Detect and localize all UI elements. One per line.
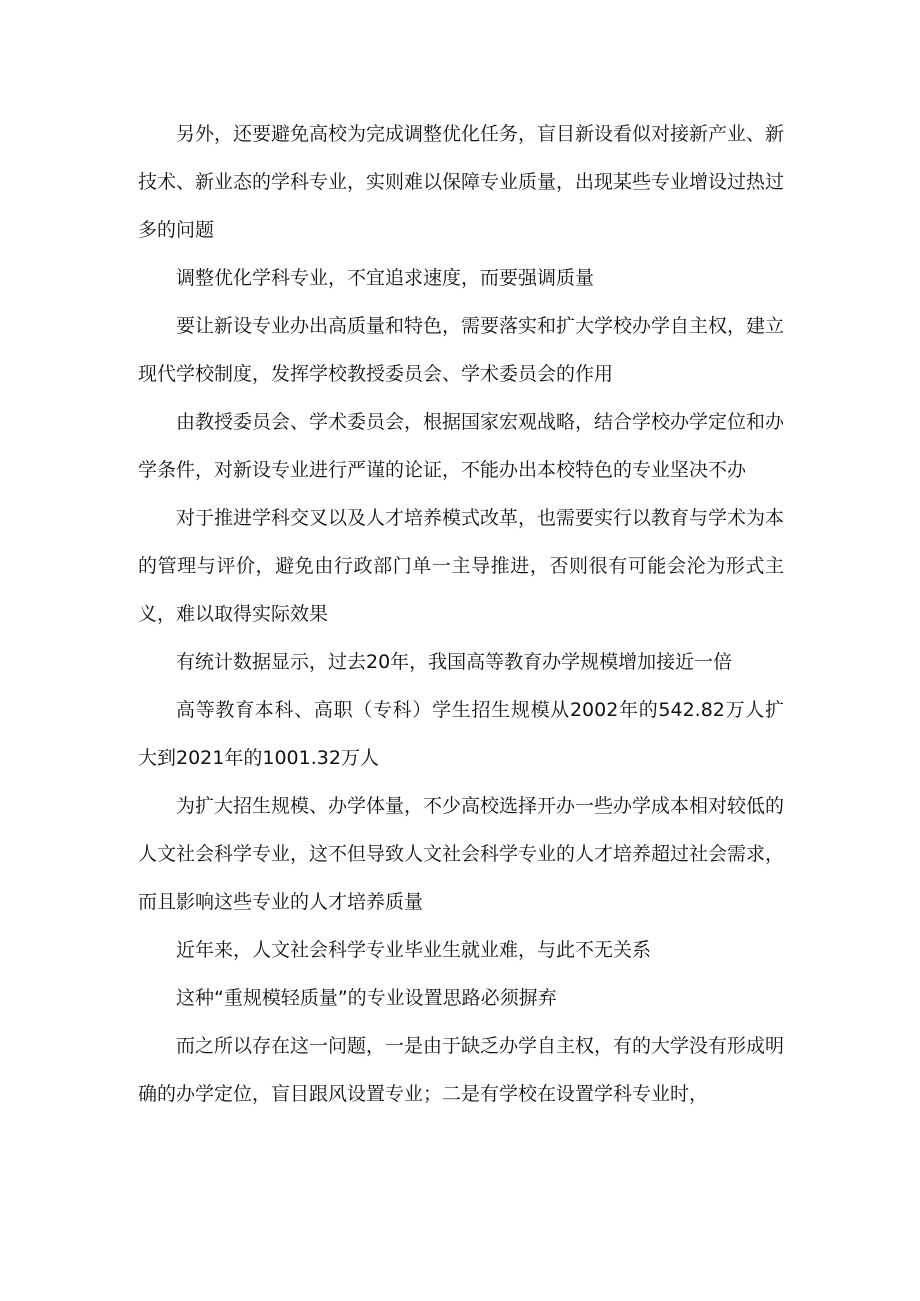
paragraph: 这种“重规模轻质量”的专业设置思路必须摒弃 — [176, 987, 557, 1009]
paragraph: 而之所以存在这一问题，一是由于缺乏办学自主权，有的大学没有形成明确的办学定位，盲目跟风设置专业；二是有学校在设置学科专业时， — [138, 1035, 785, 1105]
paragraph: 高等教育本科、高职（专科）学生招生规模从2002年的542.82万人扩大到2021年的1001.32万人 — [138, 699, 784, 769]
paragraph: 另外，还要避免高校为完成调整优化任务，盲目新设看似对接新产业、新技术、新业态的学科专业，实则难以保障专业质量，出现某些专业增设过热过多的问题 — [138, 123, 785, 241]
paragraph: 为扩大招生规模、办学体量，不少高校选择开办一些办学成本相对较低的人文社会科学专业，这不但导致人文社会科学专业的人才培养超过社会需求，而且影响这些专业的人才培养质量 — [138, 795, 785, 913]
document-body — [138, 110, 784, 1118]
paragraph: 近年来，人文社会科学专业毕业生就业难，与此不无关系 — [176, 939, 652, 961]
paragraph: 由教授委员会、学术委员会，根据国家宏观战略，结合学校办学定位和办学条件，对新设专业进行严谨的论证，不能办出本校特色的专业坚决不办 — [138, 411, 785, 481]
paragraph: 调整优化学科专业，不宜追求速度，而要强调质量 — [176, 267, 595, 289]
paragraph: 有统计数据显示，过去20年，我国高等教育办学规模增加接近一倍 — [176, 651, 733, 673]
paragraph: 对于推进学科交叉以及人才培养模式改革，也需要实行以教育与学术为本的管理与评价，避免由行政部门单一主导推进，否则很有可能会沦为形式主义，难以取得实际效果 — [138, 507, 785, 625]
paragraph: 要让新设专业办出高质量和特色，需要落实和扩大学校办学自主权，建立现代学校制度，发挥学校教授委员会、学术委员会的作用 — [138, 315, 785, 385]
